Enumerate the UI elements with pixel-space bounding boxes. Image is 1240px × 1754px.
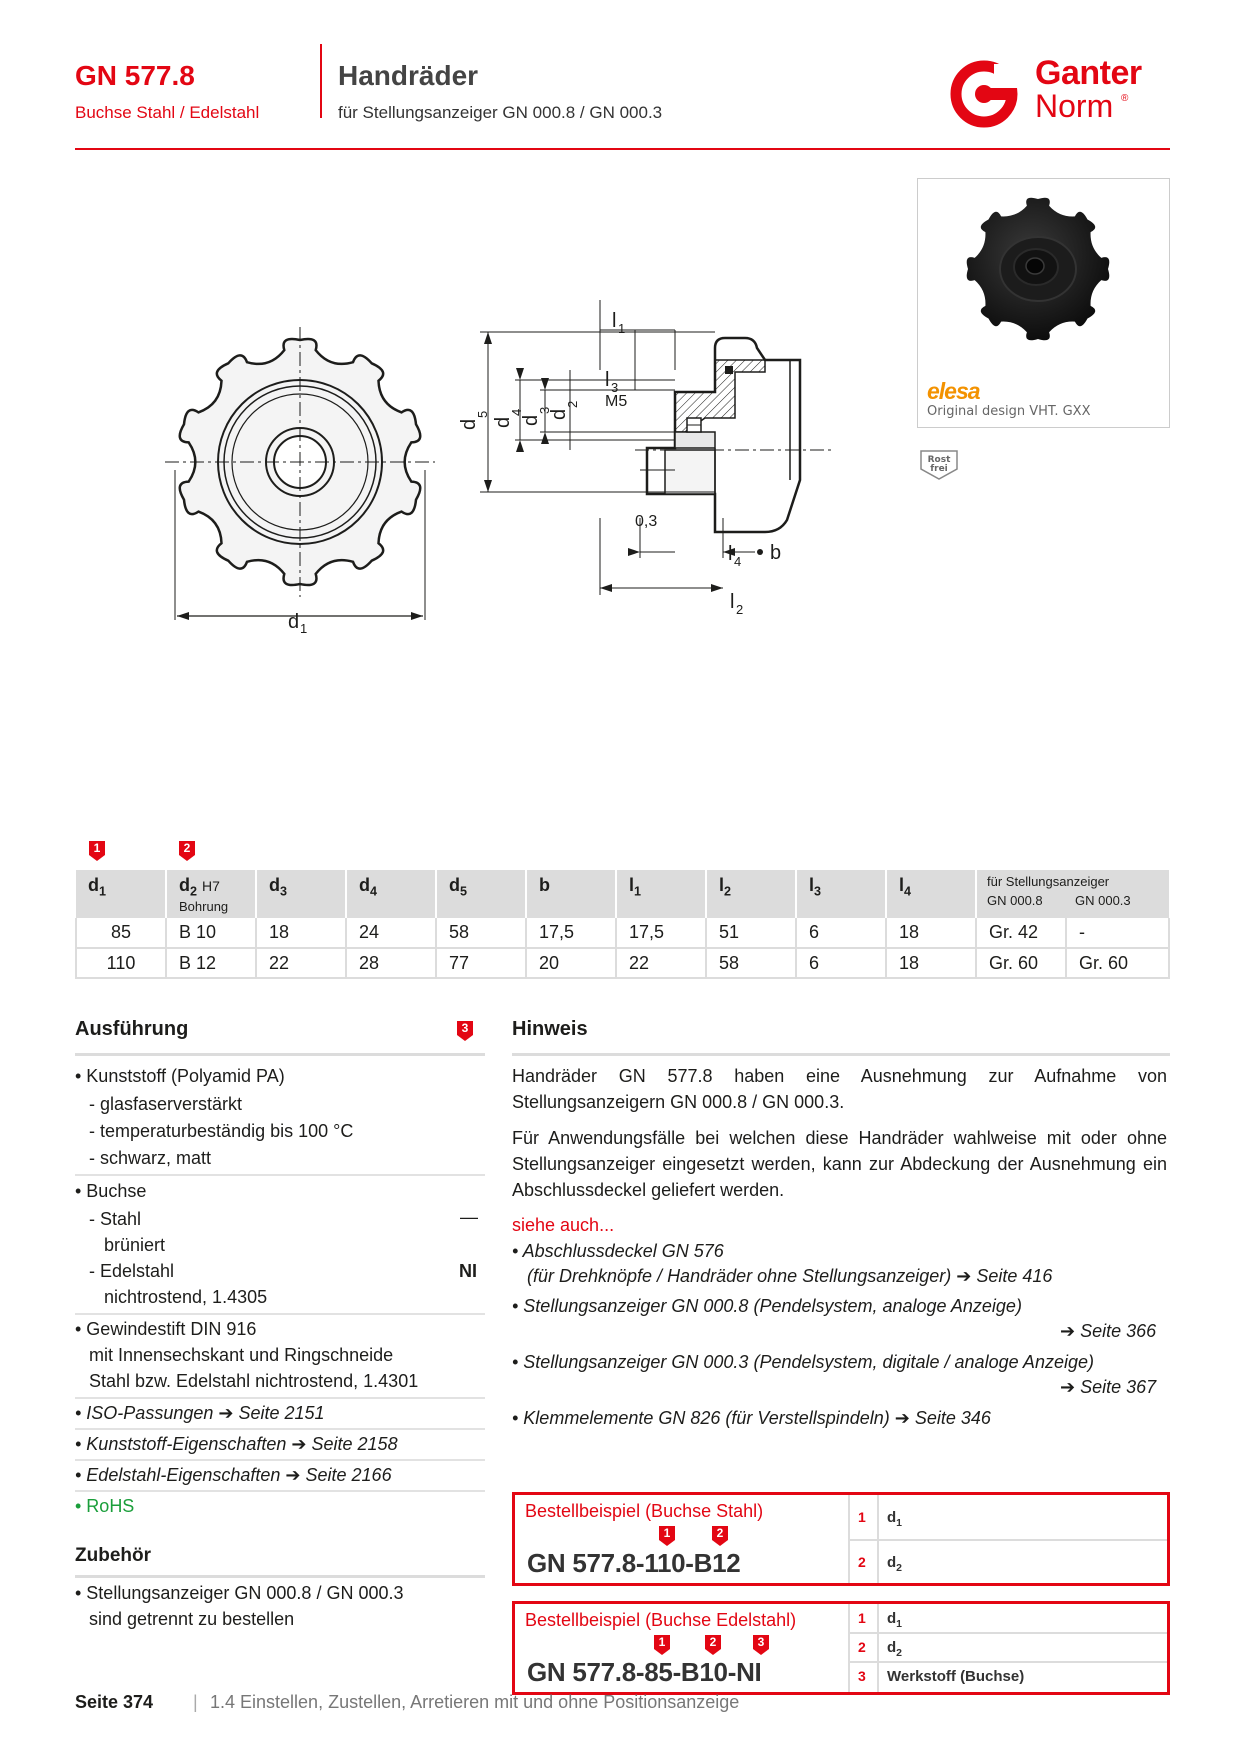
col-header-d5: $d_5$ <box>436 870 526 918</box>
dim-label-l2: l <box>730 591 735 613</box>
order-row-label: $d_2$ <box>887 1554 903 1574</box>
badge-text-rost: Rost <box>927 455 951 465</box>
dim-label-d2-sub: 2 <box>565 400 580 408</box>
col-header-d1: $d_1$ <box>76 870 166 918</box>
dim-label-l4: l <box>728 543 733 565</box>
divider <box>848 1632 1167 1634</box>
dim-label-l3: l <box>605 369 610 391</box>
product-code: GN 577.8 <box>75 60 195 91</box>
table-header-row <box>76 870 1169 918</box>
dim-label-d3-sub: 3 <box>537 406 552 414</box>
link-edelstahl-eigenschaften[interactable]: • Edelstahl-Eigenschaften ➔ Seite 2166 <box>75 1465 392 1485</box>
material-code-stainless: NI <box>459 1261 477 1281</box>
table-row: 85 B 10 18 24 58 17,5 17,5 51 6 18 Gr. 42 - <box>76 918 1169 948</box>
dim-label-d4: d <box>492 416 514 428</box>
link-abschlussdeckel-page[interactable]: (für Drehknöpfe / Handräder ohne Stellungsanzeiger) ➔ Seite 416 <box>527 1266 1053 1286</box>
spec-line: mit Innensechskant und Ringschneide <box>89 1345 394 1365</box>
link-gn-000-8[interactable]: • Stellungsanzeiger GN 000.8 (Pendelsystem, analoge Anzeige) <box>512 1296 1022 1316</box>
dim-label-m5: M5 <box>605 393 628 410</box>
order-code: GN 577.8-85-B10-NI <box>527 1657 762 1687</box>
material-code-steel: — <box>460 1207 478 1227</box>
divider <box>877 1604 879 1692</box>
divider <box>75 1459 485 1461</box>
col-header-b: b <box>526 870 616 918</box>
spec-line: - Edelstahl <box>89 1261 175 1281</box>
page-title: Handräder <box>338 60 479 91</box>
accessory-line: • Stellungsanzeiger GN 000.8 / GN 000.3 <box>75 1583 404 1603</box>
product-subtitle: Buchse Stahl / Edelstahl <box>75 103 260 122</box>
dim-label-d3: d <box>520 414 542 426</box>
section-rule <box>512 1053 1170 1056</box>
page-number: Seite 374 <box>75 1692 154 1712</box>
col-header-l4: $l_4$ <box>886 870 976 918</box>
technical-drawing <box>75 300 915 690</box>
order-row-label: Werkstoff (Buchse) <box>887 1668 1025 1685</box>
header-divider <box>320 44 322 118</box>
marker-1: 1 <box>658 1525 676 1545</box>
divider <box>75 1490 485 1492</box>
note-paragraph: Für Anwendungsfälle bei welchen diese Handräder wahlweise mit oder ohne Stellungsanzeiger eingesetzt werden, kann zur Abdeckung der Ausnehmung ein Abschlussdeckel geliefert werden. <box>512 1128 1167 1200</box>
dimensions-table <box>75 870 1170 979</box>
side-view <box>635 338 835 532</box>
dim-label-d2: d <box>548 408 570 420</box>
dim-label-d4-sub: 4 <box>509 408 524 416</box>
elesa-logo: elesa <box>927 378 980 404</box>
dim-label-gap: 0,3 <box>635 513 658 530</box>
marker-1: 1 <box>653 1634 671 1654</box>
footer-chapter: 1.4 Einstellen, Zustellen, Arretieren mit und ohne Positionsanzeige <box>210 1692 740 1712</box>
link-gn-000-8-page[interactable]: ➔ Seite 366 <box>1060 1321 1157 1341</box>
col-header-group: für Stellungsanzeiger GN 000.8 GN 000.3 <box>976 870 1169 918</box>
divider <box>75 1174 485 1176</box>
marker-2: 2 <box>178 840 196 860</box>
rust-free-badge-icon <box>917 447 961 481</box>
spec-line: - schwarz, matt <box>89 1148 212 1168</box>
order-row-label: $d_1$ <box>887 1509 903 1529</box>
section-heading-ausfuehrung: Ausführung <box>75 1018 189 1040</box>
order-title: Bestellbeispiel (Buchse Edelstahl) <box>525 1610 797 1630</box>
order-title: Bestellbeispiel (Buchse Stahl) <box>525 1501 764 1521</box>
dim-label-l3-sub: 3 <box>611 380 619 395</box>
link-gn-000-3-page[interactable]: ➔ Seite 367 <box>1060 1377 1157 1397</box>
spec-line: - glasfaserverstärkt <box>89 1094 243 1114</box>
accessory-line: sind getrennt zu bestellen <box>89 1609 295 1629</box>
section-rule <box>75 1575 485 1578</box>
spec-line: - Stahl <box>89 1209 142 1229</box>
order-row-label: $d_2$ <box>887 1639 903 1659</box>
order-row-num: 1 <box>858 1610 866 1626</box>
col-header-d3: $d_3$ <box>256 870 346 918</box>
order-row-num: 1 <box>858 1509 866 1525</box>
header-rule <box>75 148 1170 150</box>
spec-line: Stahl bzw. Edelstahl nichtrostend, 1.4301 <box>89 1371 419 1391</box>
link-abschlussdeckel[interactable]: • Abschlussdeckel GN 576 <box>512 1241 724 1261</box>
spec-line: nichtrostend, 1.4305 <box>104 1287 268 1307</box>
logo-registered-mark: ® <box>1121 93 1129 104</box>
divider <box>848 1539 1167 1541</box>
logo-text-norm: Norm <box>1035 88 1114 124</box>
link-kunststoff-eigenschaften[interactable]: • Kunststoff-Eigenschaften ➔ Seite 2158 <box>75 1434 398 1454</box>
marker-3: 3 <box>456 1020 474 1040</box>
see-also-label: siehe auch... <box>512 1215 615 1235</box>
marker-2: 2 <box>704 1634 722 1654</box>
divider <box>848 1661 1167 1663</box>
ganter-logo-icon <box>948 58 1028 128</box>
order-example-steel <box>512 1492 1170 1586</box>
spec-line: - temperaturbeständig bis 100 °C <box>89 1121 354 1141</box>
order-code: GN 577.8-110-B12 <box>527 1548 741 1578</box>
spec-line: • Buchse <box>75 1181 147 1201</box>
table-row: 110 B 12 22 28 77 20 22 58 6 18 Gr. 60 Gr. 60 <box>76 948 1169 978</box>
divider <box>848 1604 850 1692</box>
col-header-l3: $l_3$ <box>796 870 886 918</box>
photo-caption: Original design VHT. GXX <box>927 404 1091 419</box>
page-description: für Stellungsanzeiger GN 000.8 / GN 000.3 <box>338 103 663 122</box>
logo-text-ganter: Ganter <box>1035 54 1142 92</box>
rohs-label: • RoHS <box>75 1496 135 1516</box>
link-iso-passungen[interactable]: • ISO-Passungen ➔ Seite 2151 <box>75 1403 325 1423</box>
front-view <box>165 327 435 597</box>
badge-text-frei: frei <box>930 464 948 474</box>
order-row-num: 3 <box>858 1668 866 1684</box>
col-header-d4: $d_4$ <box>346 870 436 918</box>
section-heading-zubehoer: Zubehör <box>75 1545 151 1566</box>
footer-separator: | <box>193 1692 198 1712</box>
marker-3: 3 <box>752 1634 770 1654</box>
order-row-num: 2 <box>858 1639 866 1655</box>
dim-label-l2-sub: 2 <box>736 602 744 617</box>
note-paragraph: Handräder GN 577.8 haben eine Ausnehmung zur Aufnahme von Stellungsanzeigern GN 000.8 / GN 000.3. <box>512 1066 1167 1112</box>
dim-label-d1: d <box>288 611 300 633</box>
marker-2: 2 <box>711 1525 729 1545</box>
dim-label-l4-sub: 4 <box>734 554 742 569</box>
section-rule <box>75 1053 485 1056</box>
section-heading-hinweis: Hinweis <box>512 1018 588 1040</box>
dim-label-d1-sub: 1 <box>300 621 308 636</box>
dim-label-d5-sub: 5 <box>475 410 490 418</box>
dim-label-b: b <box>770 542 782 564</box>
order-row-label: $d_1$ <box>887 1610 903 1630</box>
divider <box>75 1397 485 1399</box>
dim-label-d5: d <box>458 418 480 430</box>
dim-label-l1: l <box>612 310 617 332</box>
spec-line: • Kunststoff (Polyamid PA) <box>75 1066 285 1086</box>
divider <box>75 1428 485 1430</box>
col-header-l1: $l_1$ <box>616 870 706 918</box>
dim-label-l1-sub: 1 <box>618 321 626 336</box>
spec-line: brüniert <box>104 1235 166 1255</box>
link-gn-000-3[interactable]: • Stellungsanzeiger GN 000.3 (Pendelsystem, digitale / analoge Anzeige) <box>512 1352 1094 1372</box>
link-gn-826[interactable]: • Klemmelemente GN 826 (für Verstellspindeln) ➔ Seite 346 <box>512 1408 991 1428</box>
marker-1: 1 <box>88 840 106 860</box>
spec-line: • Gewindestift DIN 916 <box>75 1319 257 1339</box>
order-row-num: 2 <box>858 1554 866 1570</box>
col-header-l2: $l_2$ <box>706 870 796 918</box>
order-example-stainless <box>512 1601 1170 1695</box>
divider <box>75 1313 485 1315</box>
col-header-d2: $d_2$ H7 Bohrung <box>166 870 256 918</box>
